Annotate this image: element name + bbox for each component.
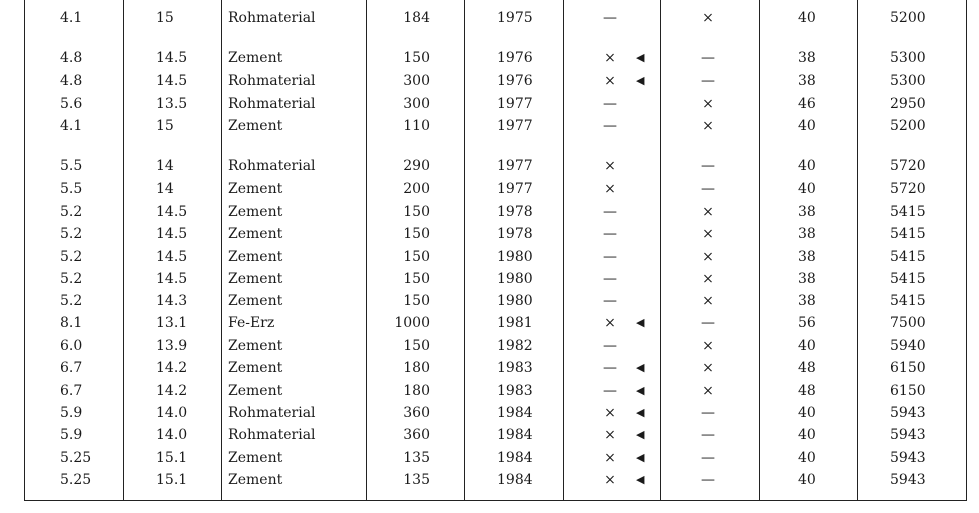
value-d-cell: 5300 bbox=[890, 50, 926, 66]
flag-b-cell: — bbox=[701, 450, 715, 466]
year-cell: 1978 bbox=[497, 226, 533, 242]
year-cell: 1977 bbox=[497, 181, 533, 197]
amount-cell: 300 bbox=[403, 73, 430, 89]
amount-cell: 150 bbox=[403, 226, 430, 242]
amount-cell: 150 bbox=[403, 271, 430, 287]
value-d-cell: 5415 bbox=[890, 249, 926, 265]
value-d-cell: 5940 bbox=[890, 338, 926, 354]
value-c-cell: 40 bbox=[798, 338, 816, 354]
year-cell: 1981 bbox=[497, 315, 533, 331]
year-cell: 1977 bbox=[497, 158, 533, 174]
value-d-cell: 5943 bbox=[890, 427, 926, 443]
value-a-cell: 5.2 bbox=[60, 226, 83, 242]
value-d-cell: 5200 bbox=[890, 10, 926, 26]
amount-cell: 150 bbox=[403, 293, 430, 309]
material-cell: Zement bbox=[228, 271, 283, 287]
material-cell: Zement bbox=[228, 472, 283, 488]
year-cell: 1980 bbox=[497, 271, 533, 287]
flag-a-cell: × bbox=[604, 405, 616, 421]
flag-b-cell: — bbox=[701, 427, 715, 443]
value-a-cell: 4.1 bbox=[60, 118, 83, 134]
flag-b-cell: × bbox=[702, 204, 714, 220]
year-cell: 1983 bbox=[497, 383, 533, 399]
material-cell: Zement bbox=[228, 50, 283, 66]
amount-cell: 150 bbox=[403, 249, 430, 265]
flag-a-cell: × bbox=[604, 158, 616, 174]
flag-a-cell: — bbox=[603, 360, 617, 376]
value-a-cell: 5.9 bbox=[60, 405, 83, 421]
column-divider bbox=[123, 0, 124, 500]
value-a-cell: 5.2 bbox=[60, 293, 83, 309]
value-a-cell: 5.6 bbox=[60, 96, 83, 112]
value-c-cell: 38 bbox=[798, 249, 816, 265]
flag-b-cell: × bbox=[702, 360, 714, 376]
marker-triangle-icon: ◀ bbox=[636, 428, 645, 441]
value-d-cell: 5720 bbox=[890, 158, 926, 174]
column-divider bbox=[966, 0, 967, 500]
year-cell: 1984 bbox=[497, 427, 533, 443]
value-c-cell: 40 bbox=[798, 450, 816, 466]
value-b-cell: 14.3 bbox=[156, 293, 188, 309]
value-b-cell: 15.1 bbox=[156, 472, 188, 488]
amount-cell: 360 bbox=[403, 405, 430, 421]
material-cell: Rohmaterial bbox=[228, 427, 316, 443]
marker-triangle-icon: ◀ bbox=[636, 473, 645, 486]
flag-a-cell: — bbox=[603, 271, 617, 287]
flag-a-cell: × bbox=[604, 427, 616, 443]
flag-b-cell: — bbox=[701, 181, 715, 197]
year-cell: 1977 bbox=[497, 118, 533, 134]
year-cell: 1980 bbox=[497, 293, 533, 309]
value-d-cell: 5415 bbox=[890, 271, 926, 287]
value-b-cell: 15 bbox=[156, 10, 174, 26]
material-cell: Rohmaterial bbox=[228, 96, 316, 112]
value-d-cell: 6150 bbox=[890, 383, 926, 399]
material-cell: Fe-Erz bbox=[228, 315, 275, 331]
flag-a-cell: × bbox=[604, 450, 616, 466]
column-divider bbox=[366, 0, 367, 500]
value-b-cell: 14.2 bbox=[156, 383, 188, 399]
flag-b-cell: — bbox=[701, 73, 715, 89]
column-divider bbox=[221, 0, 222, 500]
value-d-cell: 5415 bbox=[890, 204, 926, 220]
value-d-cell: 5720 bbox=[890, 181, 926, 197]
value-a-cell: 5.9 bbox=[60, 427, 83, 443]
column-divider bbox=[563, 0, 564, 500]
flag-b-cell: × bbox=[702, 271, 714, 287]
material-cell: Zement bbox=[228, 249, 283, 265]
value-c-cell: 38 bbox=[798, 293, 816, 309]
value-a-cell: 4.8 bbox=[60, 73, 83, 89]
flag-b-cell: — bbox=[701, 50, 715, 66]
column-divider bbox=[759, 0, 760, 500]
flag-a-cell: — bbox=[603, 383, 617, 399]
material-cell: Zement bbox=[228, 293, 283, 309]
value-d-cell: 7500 bbox=[890, 315, 926, 331]
value-c-cell: 40 bbox=[798, 158, 816, 174]
amount-cell: 180 bbox=[403, 360, 430, 376]
year-cell: 1982 bbox=[497, 338, 533, 354]
year-cell: 1975 bbox=[497, 10, 533, 26]
marker-triangle-icon: ◀ bbox=[636, 384, 645, 397]
material-cell: Zement bbox=[228, 204, 283, 220]
year-cell: 1984 bbox=[497, 450, 533, 466]
value-a-cell: 5.5 bbox=[60, 181, 83, 197]
flag-a-cell: × bbox=[604, 181, 616, 197]
flag-b-cell: — bbox=[701, 472, 715, 488]
material-cell: Zement bbox=[228, 338, 283, 354]
column-divider bbox=[857, 0, 858, 500]
amount-cell: 360 bbox=[403, 427, 430, 443]
year-cell: 1983 bbox=[497, 360, 533, 376]
value-c-cell: 40 bbox=[798, 181, 816, 197]
year-cell: 1978 bbox=[497, 204, 533, 220]
flag-b-cell: × bbox=[702, 118, 714, 134]
value-d-cell: 5415 bbox=[890, 226, 926, 242]
value-b-cell: 15 bbox=[156, 118, 174, 134]
material-cell: Zement bbox=[228, 226, 283, 242]
amount-cell: 200 bbox=[403, 181, 430, 197]
value-d-cell: 2950 bbox=[890, 96, 926, 112]
flag-a-cell: — bbox=[603, 249, 617, 265]
column-divider bbox=[660, 0, 661, 500]
value-b-cell: 14.5 bbox=[156, 204, 188, 220]
value-c-cell: 38 bbox=[798, 226, 816, 242]
value-b-cell: 14.5 bbox=[156, 73, 188, 89]
table-bottom-rule bbox=[24, 500, 967, 501]
flag-a-cell: × bbox=[604, 73, 616, 89]
amount-cell: 1000 bbox=[394, 315, 430, 331]
flag-a-cell: — bbox=[603, 226, 617, 242]
amount-cell: 150 bbox=[403, 338, 430, 354]
value-b-cell: 13.1 bbox=[156, 315, 188, 331]
amount-cell: 135 bbox=[403, 472, 430, 488]
amount-cell: 135 bbox=[403, 450, 430, 466]
value-a-cell: 5.25 bbox=[60, 450, 92, 466]
marker-triangle-icon: ◀ bbox=[636, 451, 645, 464]
year-cell: 1977 bbox=[497, 96, 533, 112]
flag-b-cell: — bbox=[701, 315, 715, 331]
year-cell: 1984 bbox=[497, 405, 533, 421]
marker-triangle-icon: ◀ bbox=[636, 406, 645, 419]
amount-cell: 150 bbox=[403, 204, 430, 220]
value-b-cell: 13.5 bbox=[156, 96, 188, 112]
value-d-cell: 5943 bbox=[890, 450, 926, 466]
value-d-cell: 5943 bbox=[890, 472, 926, 488]
value-c-cell: 40 bbox=[798, 472, 816, 488]
flag-a-cell: — bbox=[603, 118, 617, 134]
year-cell: 1980 bbox=[497, 249, 533, 265]
material-cell: Zement bbox=[228, 181, 283, 197]
year-cell: 1984 bbox=[497, 472, 533, 488]
flag-a-cell: — bbox=[603, 338, 617, 354]
value-c-cell: 38 bbox=[798, 271, 816, 287]
value-c-cell: 38 bbox=[798, 204, 816, 220]
flag-b-cell: × bbox=[702, 10, 714, 26]
value-a-cell: 6.7 bbox=[60, 360, 83, 376]
flag-b-cell: × bbox=[702, 338, 714, 354]
value-c-cell: 56 bbox=[798, 315, 816, 331]
material-cell: Zement bbox=[228, 450, 283, 466]
value-a-cell: 8.1 bbox=[60, 315, 83, 331]
value-b-cell: 14.5 bbox=[156, 271, 188, 287]
value-b-cell: 14.0 bbox=[156, 427, 188, 443]
flag-b-cell: — bbox=[701, 405, 715, 421]
value-a-cell: 6.7 bbox=[60, 383, 83, 399]
flag-a-cell: — bbox=[603, 204, 617, 220]
flag-a-cell: — bbox=[603, 96, 617, 112]
value-a-cell: 4.8 bbox=[60, 50, 83, 66]
value-b-cell: 15.1 bbox=[156, 450, 188, 466]
value-c-cell: 48 bbox=[798, 360, 816, 376]
material-cell: Zement bbox=[228, 118, 283, 134]
value-c-cell: 40 bbox=[798, 405, 816, 421]
flag-b-cell: × bbox=[702, 226, 714, 242]
value-c-cell: 40 bbox=[798, 427, 816, 443]
amount-cell: 184 bbox=[403, 10, 430, 26]
material-cell: Rohmaterial bbox=[228, 10, 316, 26]
flag-a-cell: × bbox=[604, 315, 616, 331]
value-d-cell: 5943 bbox=[890, 405, 926, 421]
value-d-cell: 5300 bbox=[890, 73, 926, 89]
value-c-cell: 38 bbox=[798, 73, 816, 89]
value-a-cell: 5.25 bbox=[60, 472, 92, 488]
marker-triangle-icon: ◀ bbox=[636, 316, 645, 329]
value-d-cell: 6150 bbox=[890, 360, 926, 376]
value-b-cell: 13.9 bbox=[156, 338, 188, 354]
amount-cell: 180 bbox=[403, 383, 430, 399]
flag-b-cell: × bbox=[702, 249, 714, 265]
value-b-cell: 14 bbox=[156, 181, 174, 197]
value-b-cell: 14.2 bbox=[156, 360, 188, 376]
value-c-cell: 40 bbox=[798, 118, 816, 134]
value-c-cell: 48 bbox=[798, 383, 816, 399]
year-cell: 1976 bbox=[497, 73, 533, 89]
flag-b-cell: × bbox=[702, 293, 714, 309]
material-cell: Zement bbox=[228, 383, 283, 399]
value-d-cell: 5415 bbox=[890, 293, 926, 309]
year-cell: 1976 bbox=[497, 50, 533, 66]
amount-cell: 150 bbox=[403, 50, 430, 66]
amount-cell: 290 bbox=[403, 158, 430, 174]
flag-a-cell: × bbox=[604, 472, 616, 488]
flag-a-cell: — bbox=[603, 293, 617, 309]
material-cell: Rohmaterial bbox=[228, 405, 316, 421]
value-b-cell: 14.0 bbox=[156, 405, 188, 421]
column-divider bbox=[24, 0, 25, 500]
marker-triangle-icon: ◀ bbox=[636, 74, 645, 87]
marker-triangle-icon: ◀ bbox=[636, 361, 645, 374]
value-d-cell: 5200 bbox=[890, 118, 926, 134]
value-a-cell: 5.5 bbox=[60, 158, 83, 174]
value-a-cell: 5.2 bbox=[60, 271, 83, 287]
value-a-cell: 5.2 bbox=[60, 204, 83, 220]
value-b-cell: 14 bbox=[156, 158, 174, 174]
column-divider bbox=[464, 0, 465, 500]
flag-b-cell: × bbox=[702, 96, 714, 112]
material-cell: Rohmaterial bbox=[228, 73, 316, 89]
value-b-cell: 14.5 bbox=[156, 226, 188, 242]
amount-cell: 110 bbox=[403, 118, 430, 134]
material-cell: Zement bbox=[228, 360, 283, 376]
value-a-cell: 5.2 bbox=[60, 249, 83, 265]
value-a-cell: 4.1 bbox=[60, 10, 83, 26]
value-c-cell: 38 bbox=[798, 50, 816, 66]
value-b-cell: 14.5 bbox=[156, 249, 188, 265]
flag-a-cell: × bbox=[604, 50, 616, 66]
value-b-cell: 14.5 bbox=[156, 50, 188, 66]
value-c-cell: 46 bbox=[798, 96, 816, 112]
value-c-cell: 40 bbox=[798, 10, 816, 26]
flag-b-cell: — bbox=[701, 158, 715, 174]
value-a-cell: 6.0 bbox=[60, 338, 83, 354]
flag-a-cell: — bbox=[603, 10, 617, 26]
flag-b-cell: × bbox=[702, 383, 714, 399]
material-cell: Rohmaterial bbox=[228, 158, 316, 174]
amount-cell: 300 bbox=[403, 96, 430, 112]
marker-triangle-icon: ◀ bbox=[636, 51, 645, 64]
